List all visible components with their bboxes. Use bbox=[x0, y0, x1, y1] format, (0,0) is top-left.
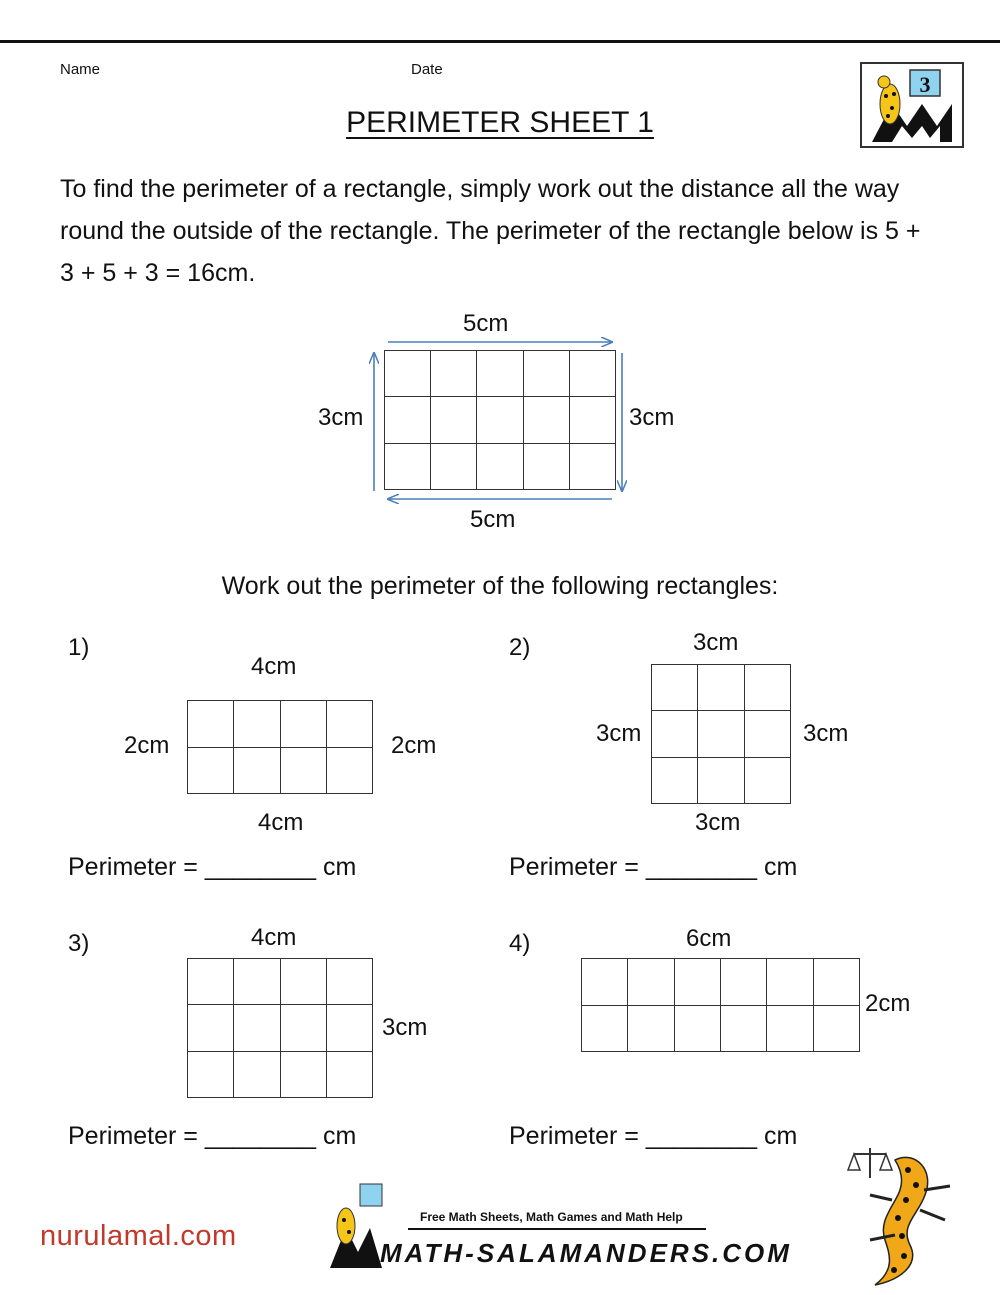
grid-cell bbox=[188, 1005, 234, 1051]
grid-cell bbox=[674, 1005, 720, 1052]
grid-cell bbox=[698, 711, 744, 757]
footer-tagline: Free Math Sheets, Math Games and Math Help bbox=[420, 1210, 683, 1224]
grid-cell bbox=[744, 711, 790, 757]
problem-2-top-label: 3cm bbox=[693, 629, 739, 656]
grid-cell bbox=[744, 665, 790, 711]
problem-1-answer: Perimeter = ________ cm bbox=[68, 853, 357, 881]
problem-3-grid bbox=[187, 958, 373, 1098]
page-title: PERIMETER SHEET 1 bbox=[346, 106, 654, 139]
problem-4-top-label: 6cm bbox=[686, 925, 732, 952]
grid-cell bbox=[674, 959, 720, 1006]
salamander-with-scales-icon bbox=[840, 1140, 980, 1295]
example-top-label: 5cm bbox=[463, 310, 509, 337]
grid-cell bbox=[234, 959, 280, 1005]
problem-4-grid bbox=[581, 958, 860, 1052]
example-right-label: 3cm bbox=[629, 404, 675, 431]
problem-1-top-label: 4cm bbox=[251, 653, 297, 680]
grid-cell bbox=[720, 1005, 766, 1052]
watermark-text: nurulamal.com bbox=[40, 1220, 237, 1252]
grid-cell bbox=[188, 701, 234, 748]
grid-cell bbox=[326, 701, 372, 748]
problem-3-right-label: 3cm bbox=[382, 1014, 428, 1041]
problem-4-answer: Perimeter = ________ cm bbox=[509, 1122, 798, 1150]
top-rule bbox=[0, 40, 1000, 43]
problem-2-answer: Perimeter = ________ cm bbox=[509, 853, 798, 881]
date-label: Date bbox=[411, 61, 443, 78]
grid-cell bbox=[813, 959, 859, 1006]
grid-cell bbox=[720, 959, 766, 1006]
grid-cell bbox=[767, 1005, 813, 1052]
footer-site-name: MATH-SALAMANDERS.COM bbox=[380, 1238, 792, 1268]
problem-1-bottom-label: 4cm bbox=[258, 809, 304, 836]
grid-cell bbox=[652, 665, 698, 711]
grid-cell bbox=[326, 959, 372, 1005]
grid-cell bbox=[280, 1051, 326, 1097]
grid-cell bbox=[628, 1005, 674, 1052]
problem-1-right-label: 2cm bbox=[391, 732, 437, 759]
problem-2-number: 2) bbox=[509, 634, 531, 661]
grid-cell bbox=[326, 1005, 372, 1051]
example-left-label: 3cm bbox=[318, 404, 364, 431]
problem-1-left-label: 2cm bbox=[124, 732, 170, 759]
problem-3-number: 3) bbox=[68, 930, 90, 957]
grid-cell bbox=[744, 757, 790, 803]
grid-cell bbox=[628, 959, 674, 1006]
intro-text: To find the perimeter of a rectangle, simply work out the distance all the way round the outside of the rectangle. The perimeter of the rectangle below is 5 + 3 + 5 + 3 = 16cm. bbox=[60, 175, 921, 287]
grid-cell bbox=[280, 959, 326, 1005]
problem-1-number: 1) bbox=[68, 634, 90, 661]
problem-2-grid bbox=[651, 664, 791, 804]
grid-cell bbox=[280, 701, 326, 748]
grid-cell bbox=[698, 757, 744, 803]
grid-cell bbox=[234, 701, 280, 748]
grid-cell bbox=[326, 1051, 372, 1097]
grid-cell bbox=[767, 959, 813, 1006]
grid-cell bbox=[698, 665, 744, 711]
footer-logo-icon bbox=[326, 1180, 386, 1275]
problem-3-top-label: 4cm bbox=[251, 924, 297, 951]
grid-cell bbox=[280, 1005, 326, 1051]
problem-1-grid bbox=[187, 700, 373, 794]
grid-cell bbox=[326, 747, 372, 794]
grid-cell bbox=[280, 747, 326, 794]
grid-cell bbox=[188, 959, 234, 1005]
grid-cell bbox=[234, 747, 280, 794]
name-label: Name bbox=[60, 61, 101, 78]
problem-3-answer: Perimeter = ________ cm bbox=[68, 1122, 357, 1150]
grade-badge: 3 bbox=[919, 72, 931, 97]
example-arrows bbox=[360, 335, 640, 515]
instruction-text: Work out the perimeter of the following rectangles: bbox=[221, 572, 779, 600]
problem-4-right-label: 2cm bbox=[865, 990, 911, 1017]
problem-2-right-label: 3cm bbox=[803, 720, 849, 747]
footer-rule bbox=[408, 1228, 706, 1230]
example-bottom-label: 5cm bbox=[470, 506, 516, 533]
problem-2-left-label: 3cm bbox=[596, 720, 642, 747]
grid-cell bbox=[234, 1005, 280, 1051]
grid-cell bbox=[582, 1005, 628, 1052]
grid-cell bbox=[188, 747, 234, 794]
grid-cell bbox=[652, 757, 698, 803]
grid-cell bbox=[582, 959, 628, 1006]
problem-2-bottom-label: 3cm bbox=[695, 809, 741, 836]
grid-cell bbox=[234, 1051, 280, 1097]
grid-cell bbox=[652, 711, 698, 757]
grid-cell bbox=[188, 1051, 234, 1097]
problem-4-number: 4) bbox=[509, 930, 531, 957]
grid-cell bbox=[813, 1005, 859, 1052]
